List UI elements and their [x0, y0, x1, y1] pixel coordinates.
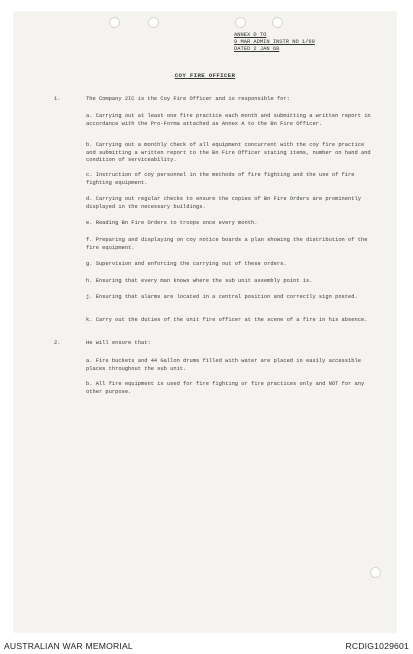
- archive-id: RCDIG1029601: [345, 641, 409, 651]
- list-item: j. Ensuring that alarms are located in a central position and correctly sign posted.: [86, 294, 358, 300]
- archive-credit: AUSTRALIAN WAR MEMORIAL: [4, 641, 133, 651]
- list-item: f. Preparing and displaying on coy notice boards a plan showing the distribution of the fire equipment.: [86, 237, 368, 251]
- paragraph-intro: He will ensure that:: [86, 340, 151, 346]
- paragraph-number: 2.: [54, 340, 61, 346]
- list-item: k. Carry out the duties of the unit fire officer at the scene of a fire in his absence.: [86, 317, 368, 323]
- document-title: COY FIRE OFFICER: [174, 72, 236, 79]
- list-item: b. All fire equipment is used for fire fighting or fire practices only and NOT for any other purpose.: [86, 381, 365, 395]
- list-item: a. Carrying out at least one fire practice each month and submitting a written report in accordance with the Pro-Forma attached as Annex A to the Bn Fire Officer.: [86, 113, 371, 127]
- punch-hole: [235, 17, 246, 28]
- paragraph-intro: The Company 2IC is the Coy Fire Officer and is responsible for:: [86, 96, 290, 102]
- list-item: d. Carrying out regular checks to ensure the copies of Bn Fire Orders are prominently displayed in the necessary buildings.: [86, 196, 361, 210]
- list-item: e. Reading Bn Fire Orders to troops once every month.: [86, 220, 258, 226]
- punch-hole: [109, 17, 120, 28]
- list-item: g. Supervision and enforcing the carrying out of these orders.: [86, 261, 287, 267]
- annex-line: ANNEX D TO: [234, 32, 267, 38]
- list-item: b. Carrying out a monthly check of all equipment concurrent with the coy fire practice and submitting a written report to the Bn Fire Officer stating items, number on hand and condition of serviceability.: [86, 142, 371, 164]
- list-item: a. Fire buckets and 44 Gallon drums filled with water are placed in easily accessible places throughout the sub unit.: [86, 358, 361, 372]
- punch-hole: [272, 17, 283, 28]
- paragraph-number: 1.: [54, 96, 61, 102]
- annex-line: DATED 2 JAN 69: [234, 46, 280, 53]
- punch-hole: [148, 17, 159, 28]
- list-item: c. Instruction of coy personnel in the methods of fire fighting and the use of fire fighting equipment.: [86, 172, 355, 186]
- list-item: h. Ensuring that every man knows where the sub unit assembly point is.: [86, 278, 313, 284]
- annex-line: 9 MAR ADMIN INSTR NO 1/69: [234, 39, 315, 46]
- punch-hole: [370, 567, 381, 578]
- document-page: [14, 12, 396, 632]
- annex-reference: [234, 32, 315, 54]
